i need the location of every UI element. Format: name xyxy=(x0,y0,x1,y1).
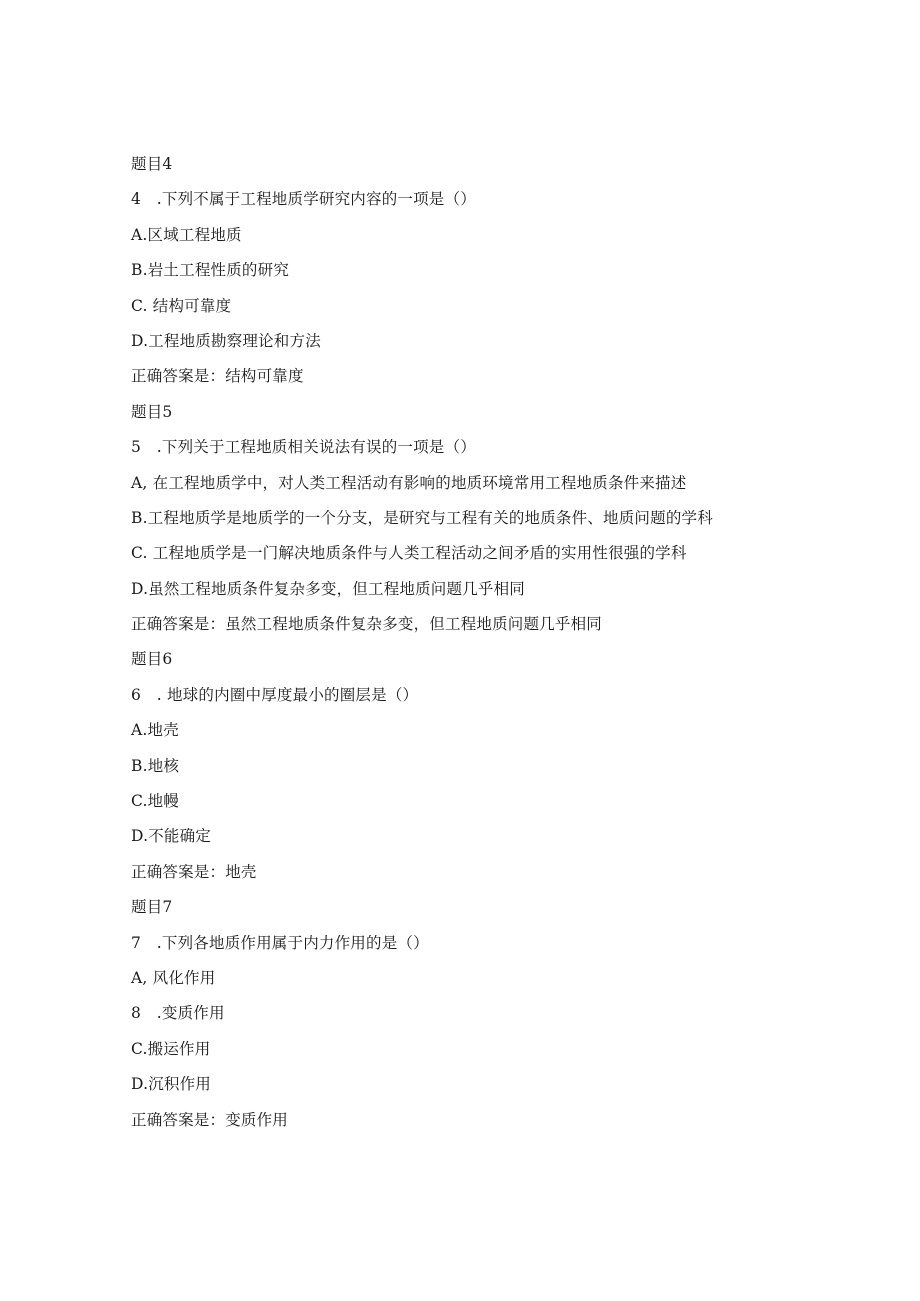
correct-answer: 正确答案是：结构可靠度 xyxy=(131,367,304,386)
option-b: B.工程地质学是地质学的一个分支，是研究与工程有关的地质条件、地质问题的学科 xyxy=(131,508,713,527)
question-heading: 题目7 xyxy=(131,898,173,917)
option-c: C.搬运作用 xyxy=(131,1039,211,1058)
option-c: C.地幔 xyxy=(131,792,180,811)
question-text: 7 .下列各地质作用属于内力作用的是（） xyxy=(131,933,429,952)
option-c: C. 结构可靠度 xyxy=(131,296,232,315)
question-heading: 题目5 xyxy=(131,402,173,421)
option-a: A.地壳 xyxy=(131,721,179,740)
option-d: D.工程地质勘察理论和方法 xyxy=(131,331,321,350)
option-a: A.区域工程地质 xyxy=(131,225,242,244)
option-a: A, 风化作用 xyxy=(131,968,216,987)
correct-answer: 正确答案是：变质作用 xyxy=(131,1110,289,1129)
document-body xyxy=(131,151,891,1142)
option-b: B.地核 xyxy=(131,756,180,775)
question-text: 5 .下列关于工程地质相关说法有误的一项是（） xyxy=(131,438,476,457)
option-d: D.虽然工程地质条件复杂多变，但工程地质问题几乎相同 xyxy=(131,579,526,598)
correct-answer: 正确答案是：地壳 xyxy=(131,862,257,881)
question-text: 4 .下列不属于工程地质学研究内容的一项是（） xyxy=(131,190,476,209)
option-c: C. 工程地质学是一门解决地质条件与人类工程活动之间矛盾的实用性很强的学科 xyxy=(131,544,687,563)
question-heading: 题目4 xyxy=(131,155,173,173)
question-text: 6 . 地球的内圈中厚度最小的圈层是（） xyxy=(131,685,419,704)
correct-answer: 正确答案是：虽然工程地质条件复杂多变，但工程地质问题几乎相同 xyxy=(131,615,603,634)
option-d: D.沉积作用 xyxy=(131,1075,212,1094)
option-b: B.岩土工程性质的研究 xyxy=(131,261,290,280)
question-heading: 题目6 xyxy=(131,650,173,669)
option-d: D.不能确定 xyxy=(131,827,212,846)
option-a: A, 在工程地质学中，对人类工程活动有影响的地质环境常用工程地质条件来描述 xyxy=(131,473,687,492)
option-b: 8 .变质作用 xyxy=(131,1004,225,1023)
